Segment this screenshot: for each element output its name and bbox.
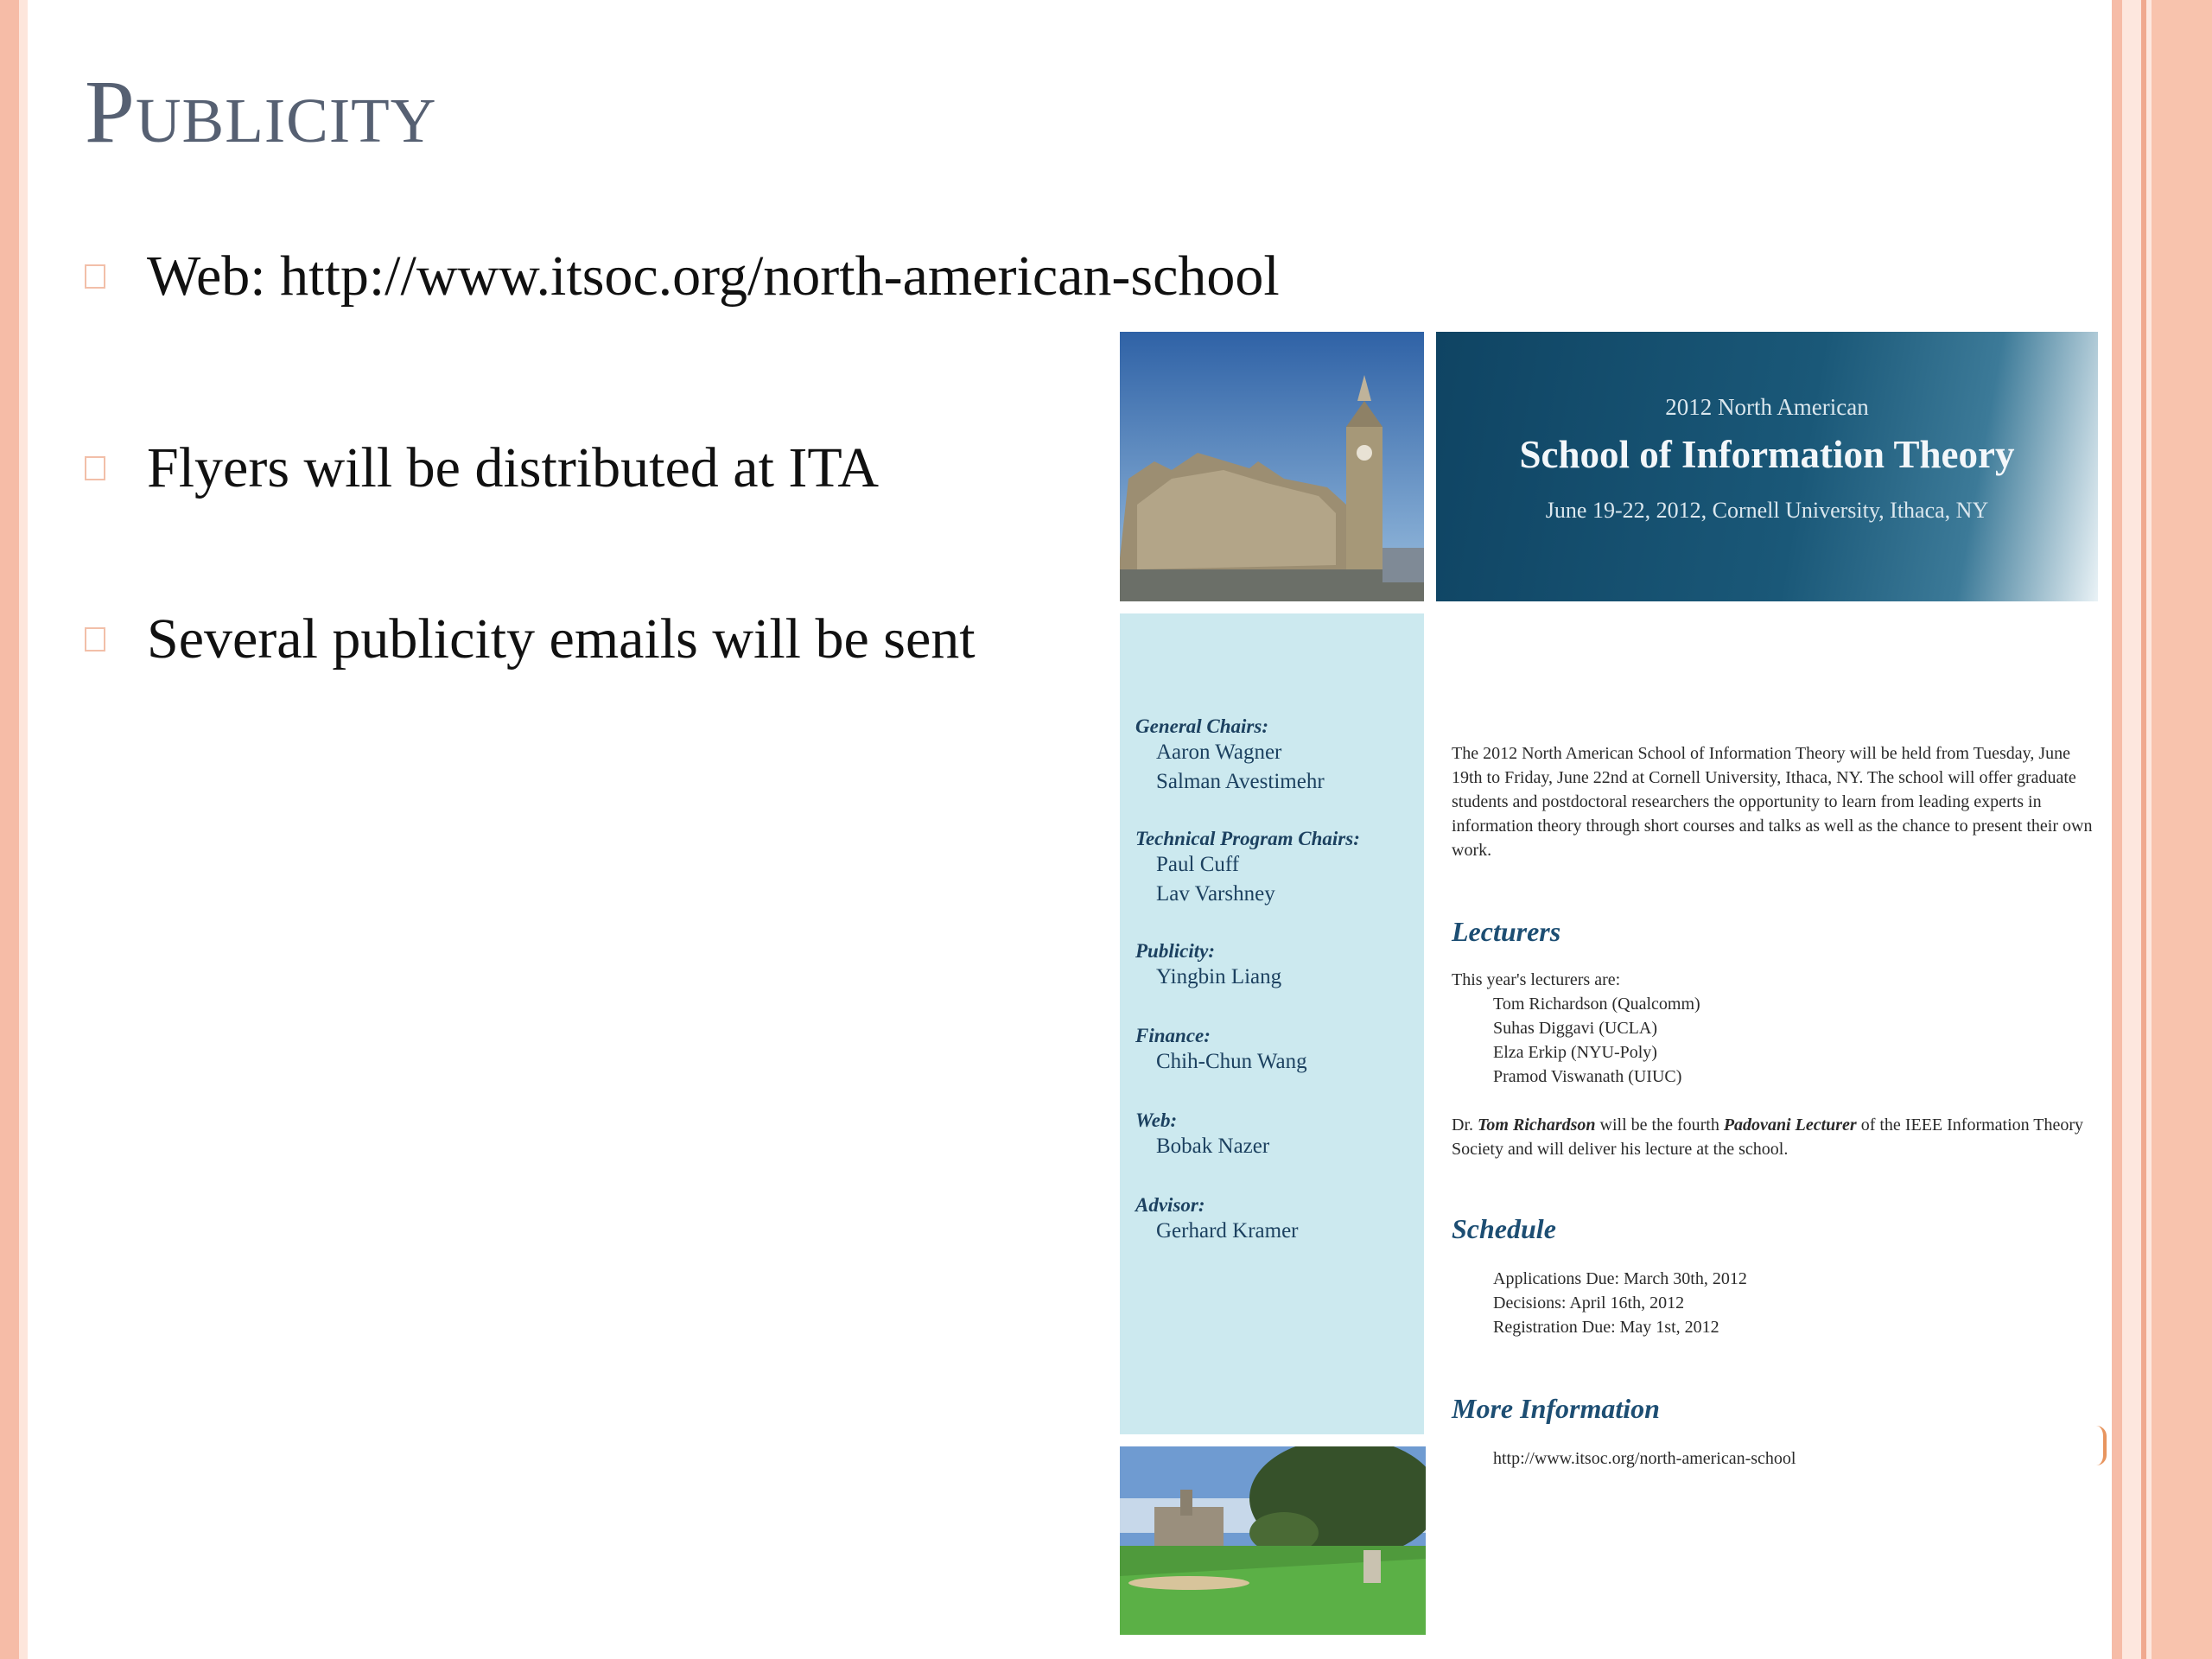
note-title: Padovani Lecturer: [1723, 1116, 1857, 1135]
committee-name: Bobak Nazer: [1156, 1135, 1270, 1158]
committee-general-chairs: [1135, 715, 1325, 797]
left-border: [0, 0, 19, 1659]
bullet-text: Flyers will be distributed at ITA: [147, 436, 880, 499]
more-info-url: http://www.itsoc.org/north-american-school: [1493, 1449, 1796, 1468]
committee-sidebar: [1120, 613, 1424, 1434]
slide-title: Publicity: [85, 62, 437, 162]
more-info-heading: More Information: [1452, 1393, 1660, 1424]
bullet-text: Web: http://www.itsoc.org/north-american-school: [147, 245, 1280, 308]
committee-name: Salman Avestimehr: [1156, 770, 1325, 793]
committee-role: Technical Program Chairs:: [1135, 828, 1360, 849]
right-border-line: [2141, 0, 2146, 1659]
committee-name: Yingbin Liang: [1156, 965, 1282, 988]
list-item: Decisions: April 16th, 2012: [1493, 1294, 1685, 1313]
committee-role: Publicity:: [1135, 940, 1215, 962]
bullet-marker: [85, 456, 105, 480]
committee-finance: [1135, 1025, 1307, 1077]
campus-quad-photo: [1120, 1446, 1426, 1635]
bullet-marker: [85, 627, 105, 652]
decorative-arc: [2096, 1426, 2107, 1465]
banner-date: June 19-22, 2012, Cornell University, Ithaca, NY: [1545, 498, 1989, 523]
right-border-outer: [2152, 0, 2212, 1659]
committee-web: [1135, 1109, 1269, 1161]
banner-subtitle: 2012 North American: [1665, 394, 1869, 420]
note-name: Tom Richardson: [1478, 1116, 1596, 1135]
list-item: Applications Due: March 30th, 2012: [1493, 1269, 1747, 1288]
right-border-stripe: [2112, 0, 2122, 1659]
note-end: of the IEEE Information Theory Society and will deliver his lecture at the school.: [1452, 1116, 2084, 1159]
list-item: Suhas Diggavi (UCLA): [1493, 1019, 1657, 1038]
committee-role: Advisor:: [1135, 1194, 1205, 1216]
lecturers-list: [1493, 992, 2098, 1089]
note-mid: will be the fourth: [1595, 1116, 1724, 1135]
list-item: Tom Richardson (Qualcomm): [1493, 995, 1700, 1014]
committee-role: General Chairs:: [1135, 715, 1268, 737]
banner-title: School of Information Theory: [1519, 433, 2015, 476]
bullet-text: Several publicity emails will be sent: [147, 607, 976, 671]
bullet-web: [85, 244, 1280, 309]
list-item: Registration Due: May 1st, 2012: [1493, 1318, 1719, 1337]
flyer-banner: [1436, 332, 2098, 601]
committee-advisor: [1135, 1194, 1299, 1246]
padovani-note: [1452, 1113, 2098, 1161]
list-item: Elza Erkip (NYU-Poly): [1493, 1043, 1657, 1062]
flyer-image: [1120, 332, 2098, 1635]
schedule-list: [1493, 1267, 2098, 1339]
right-border-band: [2122, 0, 2152, 1659]
committee-name: Lav Varshney: [1156, 882, 1275, 906]
lecturers-heading: Lecturers: [1452, 916, 1561, 947]
note-start: Dr.: [1452, 1116, 1478, 1135]
bullet-marker: [85, 264, 105, 289]
committee-program-chairs: [1135, 828, 1360, 909]
left-border-inner: [19, 0, 28, 1659]
bullet-flyers: [85, 435, 879, 501]
schedule-heading: Schedule: [1452, 1213, 1556, 1244]
committee-publicity: [1135, 940, 1281, 992]
flyer-intro: The 2012 North American School of Information Theory will be held from Tuesday, June 19th to Friday, June 22nd at Cornell University, Ithaca, NY. The school will offer graduate students and postdoctoral researchers the opportunity to learn from leading experts in information theory through short courses and talks as well as the chance to present their own work.: [1452, 744, 2093, 860]
lecturers-lead: This year's lecturers are:: [1452, 970, 1621, 989]
committee-role: Web:: [1135, 1109, 1178, 1131]
list-item: Pramod Viswanath (UIUC): [1493, 1067, 1682, 1086]
committee-role: Finance:: [1135, 1025, 1211, 1046]
committee-name: Chih-Chun Wang: [1156, 1050, 1307, 1073]
bullet-emails: [85, 607, 976, 672]
committee-name: Paul Cuff: [1156, 853, 1240, 876]
cornell-clocktower-photo: [1120, 332, 1424, 601]
committee-name: Aaron Wagner: [1156, 741, 1282, 764]
committee-name: Gerhard Kramer: [1156, 1219, 1299, 1243]
